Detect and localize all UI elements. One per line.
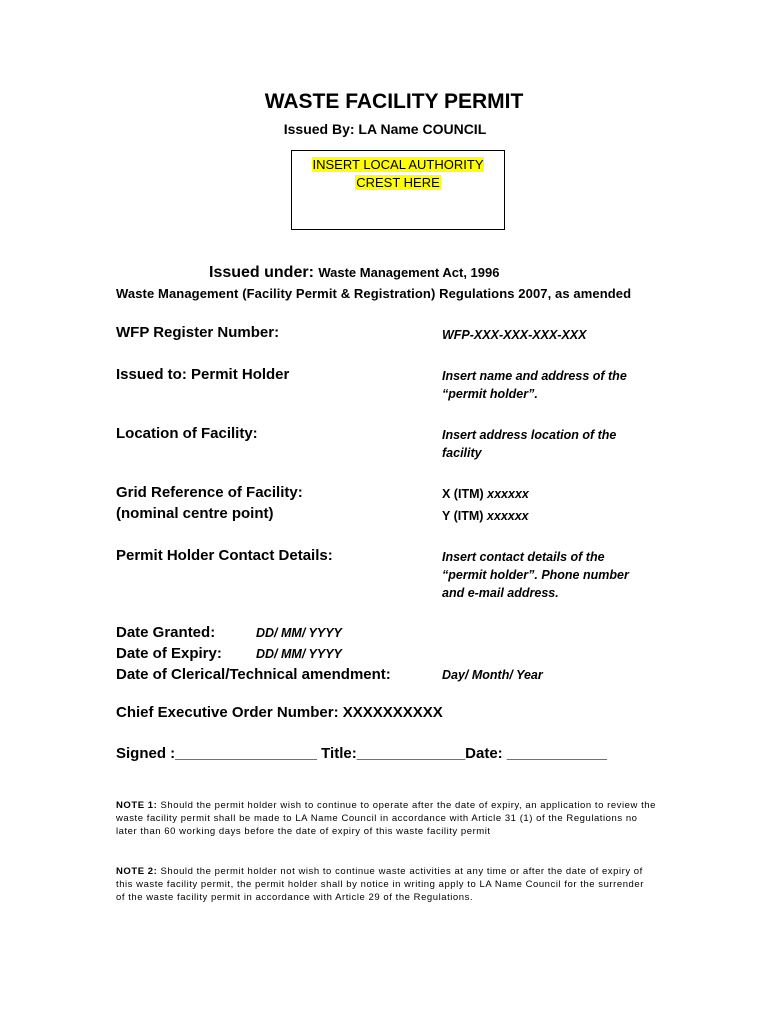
date-amendment-label: Date of Clerical/Technical amendment: (116, 666, 391, 683)
issued-under (209, 264, 499, 282)
issued-under-label: Issued under: (209, 264, 314, 281)
contact-details-label: Permit Holder Contact Details: (116, 547, 333, 564)
date-granted-label: Date Granted: (116, 624, 216, 641)
crest-placeholder-box (291, 150, 505, 230)
grid-x-number: xxxxxx (487, 487, 529, 501)
issued-to-value-line-2: “permit holder”. (442, 387, 538, 401)
location-label: Location of Facility: (116, 425, 258, 442)
grid-y-prefix: Y (ITM) (442, 509, 484, 523)
grid-x-value (442, 485, 672, 503)
grid-reference-label: Grid Reference of Facility: (116, 484, 303, 501)
crest-line-2 (292, 175, 504, 190)
date-expiry-value: DD/ MM/ YYYY (256, 647, 342, 661)
regulations-line: Waste Management (Facility Permit & Registration) Regulations 2007, as amended (116, 286, 632, 301)
note-1-label: NOTE 1: (116, 800, 158, 811)
issued-to-label: Issued to: Permit Holder (116, 366, 290, 383)
note-1 (116, 799, 656, 839)
location-value-line-2: facility (442, 446, 482, 460)
issued-to-value-line-1: Insert name and address of the (442, 369, 627, 383)
issued-to-value (442, 367, 672, 403)
signature-line: Signed :_________________ Title:_____________Date: ____________ (116, 745, 607, 762)
location-value-line-1: Insert address location of the (442, 428, 617, 442)
register-number-label: WFP Register Number: (116, 324, 280, 341)
date-granted-value: DD/ MM/ YYYY (256, 626, 342, 640)
document-title: WASTE FACILITY PERMIT (264, 90, 524, 113)
contact-value-line-1: Insert contact details of the (442, 550, 605, 564)
note-2-text: Should the permit holder not wish to continue waste activities at any time or after the date of expiry of this waste facility permit, the permit holder shall by notice in writing apply to LA Name Council for the surrender of the waste facility permit in accordance with Article 29 of the Regulations. (116, 866, 644, 904)
date-amendment-value: Day/ Month/ Year (442, 668, 543, 682)
location-value (442, 426, 672, 462)
issued-by: Issued By: LA Name COUNCIL (283, 121, 487, 137)
grid-y-number: xxxxxx (486, 509, 529, 523)
ceo-order-number: Chief Executive Order Number: XXXXXXXXXX (116, 704, 443, 721)
note-1-text: Should the permit holder wish to continue to operate after the date of expiry, an application to review the waste facility permit shall be made to LA Name Council in accordance with Article 31 (1) of the Regulations no later than 60 working days before the date of expiry of this waste facility permit (116, 800, 656, 838)
date-expiry-label: Date of Expiry: (116, 645, 222, 662)
grid-y-value (442, 507, 672, 525)
crest-line-1-text: INSERT LOCAL AUTHORITY (312, 157, 484, 172)
issued-under-act: Waste Management Act, 1996 (318, 265, 500, 280)
crest-line-1 (292, 157, 504, 172)
contact-details-value (442, 548, 672, 602)
contact-value-line-3: and e-mail address. (442, 586, 559, 600)
note-2 (116, 865, 656, 905)
crest-line-2-text: CREST HERE (356, 175, 440, 190)
register-number-value: WFP-XXX-XXX-XXX-XXX (442, 328, 587, 342)
note-2-label: NOTE 2: (116, 866, 158, 877)
grid-x-prefix: X (ITM) (442, 487, 484, 501)
contact-value-line-2: “permit holder”. Phone number (442, 568, 629, 582)
grid-reference-sublabel: (nominal centre point) (116, 505, 274, 522)
